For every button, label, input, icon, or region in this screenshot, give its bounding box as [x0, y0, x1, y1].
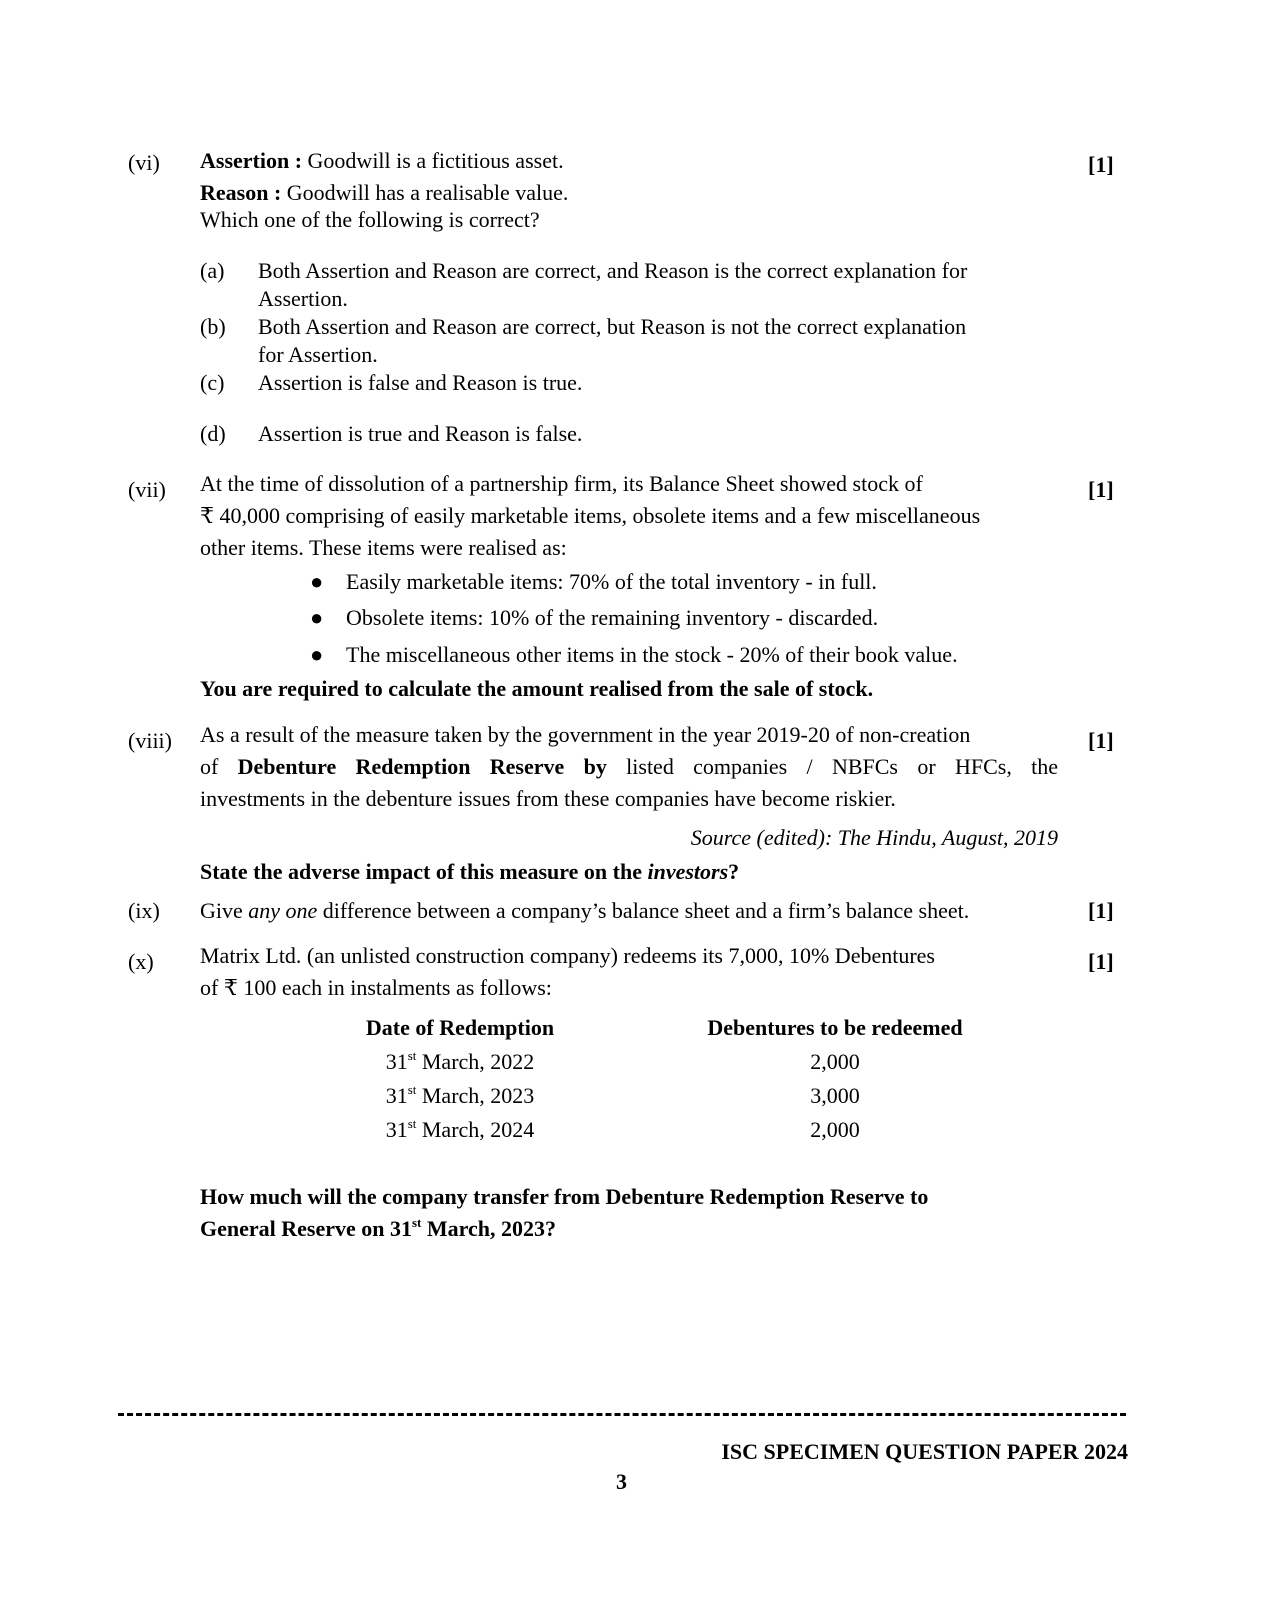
question-text: At the time of dissolution of a partnership firm, its Balance Sheet showed stock of	[200, 471, 923, 496]
question-text: Give any one difference between a company’s balance sheet and a firm’s balance sheet.	[200, 898, 970, 923]
option-text: Assertion is false and Reason is true.	[258, 370, 583, 395]
table-cell-date: 31st March, 2022	[385, 1048, 535, 1074]
option-text-cont: Assertion.	[258, 286, 348, 311]
question-text: of ₹ 100 each in instalments as follows:	[200, 975, 552, 1000]
option-label: (b)	[200, 314, 226, 339]
question-instruction: How much will the company transfer from Debenture Redemption Reserve to	[200, 1184, 929, 1209]
page-number: 3	[616, 1469, 627, 1494]
bullet-icon: ●	[310, 642, 324, 667]
bullet-icon: ●	[310, 569, 324, 594]
question-text: ₹ 40,000 comprising of easily marketable items, obsolete items and a few miscellaneous	[200, 503, 981, 528]
option-text: Both Assertion and Reason are correct, but Reason is not the correct explanation	[258, 314, 967, 339]
footer-divider	[118, 1413, 1126, 1416]
table-cell-qty: 3,000	[810, 1083, 860, 1108]
bullet-text: Obsolete items: 10% of the remaining inventory - discarded.	[346, 605, 879, 630]
question-text: As a result of the measure taken by the government in the year 2019-20 of non-creation	[200, 722, 971, 747]
table-cell-date: 31st March, 2024	[385, 1116, 535, 1142]
question-number: (x)	[128, 949, 154, 974]
option-text: Assertion is true and Reason is false.	[258, 421, 583, 446]
marks: [1]	[1088, 152, 1114, 177]
marks: [1]	[1088, 949, 1114, 974]
bullet-text: Easily marketable items: 70% of the total inventory - in full.	[346, 569, 877, 594]
option-label: (a)	[200, 258, 225, 283]
table-cell-qty: 2,000	[810, 1049, 860, 1074]
table-header: Debentures to be redeemed	[707, 1015, 963, 1040]
question-text: investments in the debenture issues from these companies have become riskier.	[200, 786, 896, 811]
assertion-line	[200, 148, 564, 174]
assertion-label: Assertion :	[200, 148, 303, 173]
question-number: (vi)	[128, 150, 160, 175]
footer-title: ISC SPECIMEN QUESTION PAPER 2024	[721, 1439, 1128, 1464]
bullet-icon: ●	[310, 605, 324, 630]
question-instruction: General Reserve on 31st March, 2023?	[200, 1215, 557, 1241]
marks: [1]	[1088, 898, 1114, 923]
source-citation: Source (edited): The Hindu, August, 2019	[690, 825, 1058, 850]
table-header: Date of Redemption	[365, 1015, 555, 1040]
question-number: (ix)	[128, 898, 160, 923]
reason-text: Goodwill has a realisable value.	[286, 180, 569, 205]
table-cell-date: 31st March, 2023	[385, 1082, 535, 1108]
option-label: (d)	[200, 421, 226, 446]
option-text: Both Assertion and Reason are correct, and Reason is the correct explanation for	[258, 258, 968, 283]
question-number: (viii)	[128, 728, 172, 753]
option-text-cont: for Assertion.	[258, 342, 378, 367]
question-number: (vii)	[128, 477, 166, 502]
question-instruction: State the adverse impact of this measure on the investors?	[200, 859, 740, 884]
reason-line	[200, 180, 568, 206]
marks: [1]	[1088, 477, 1114, 502]
bullet-text: The miscellaneous other items in the stock - 20% of their book value.	[346, 642, 958, 667]
marks: [1]	[1088, 728, 1114, 753]
question-text: of Debenture Redemption Reserve by listed companies / NBFCs or HFCs, the	[200, 754, 1059, 779]
question-text: Matrix Ltd. (an unlisted construction company) redeems its 7,000, 10% Debentures	[200, 943, 935, 968]
question-text: other items. These items were realised as:	[200, 535, 567, 560]
question-prompt: Which one of the following is correct?	[200, 207, 540, 232]
question-instruction: You are required to calculate the amount realised from the sale of stock.	[200, 676, 874, 701]
table-cell-qty: 2,000	[810, 1117, 860, 1142]
option-label: (c)	[200, 370, 225, 395]
bold-term: Debenture Redemption Reserve by	[237, 754, 607, 779]
reason-label: Reason :	[200, 180, 282, 205]
assertion-text: Goodwill is a fictitious asset.	[307, 148, 564, 173]
